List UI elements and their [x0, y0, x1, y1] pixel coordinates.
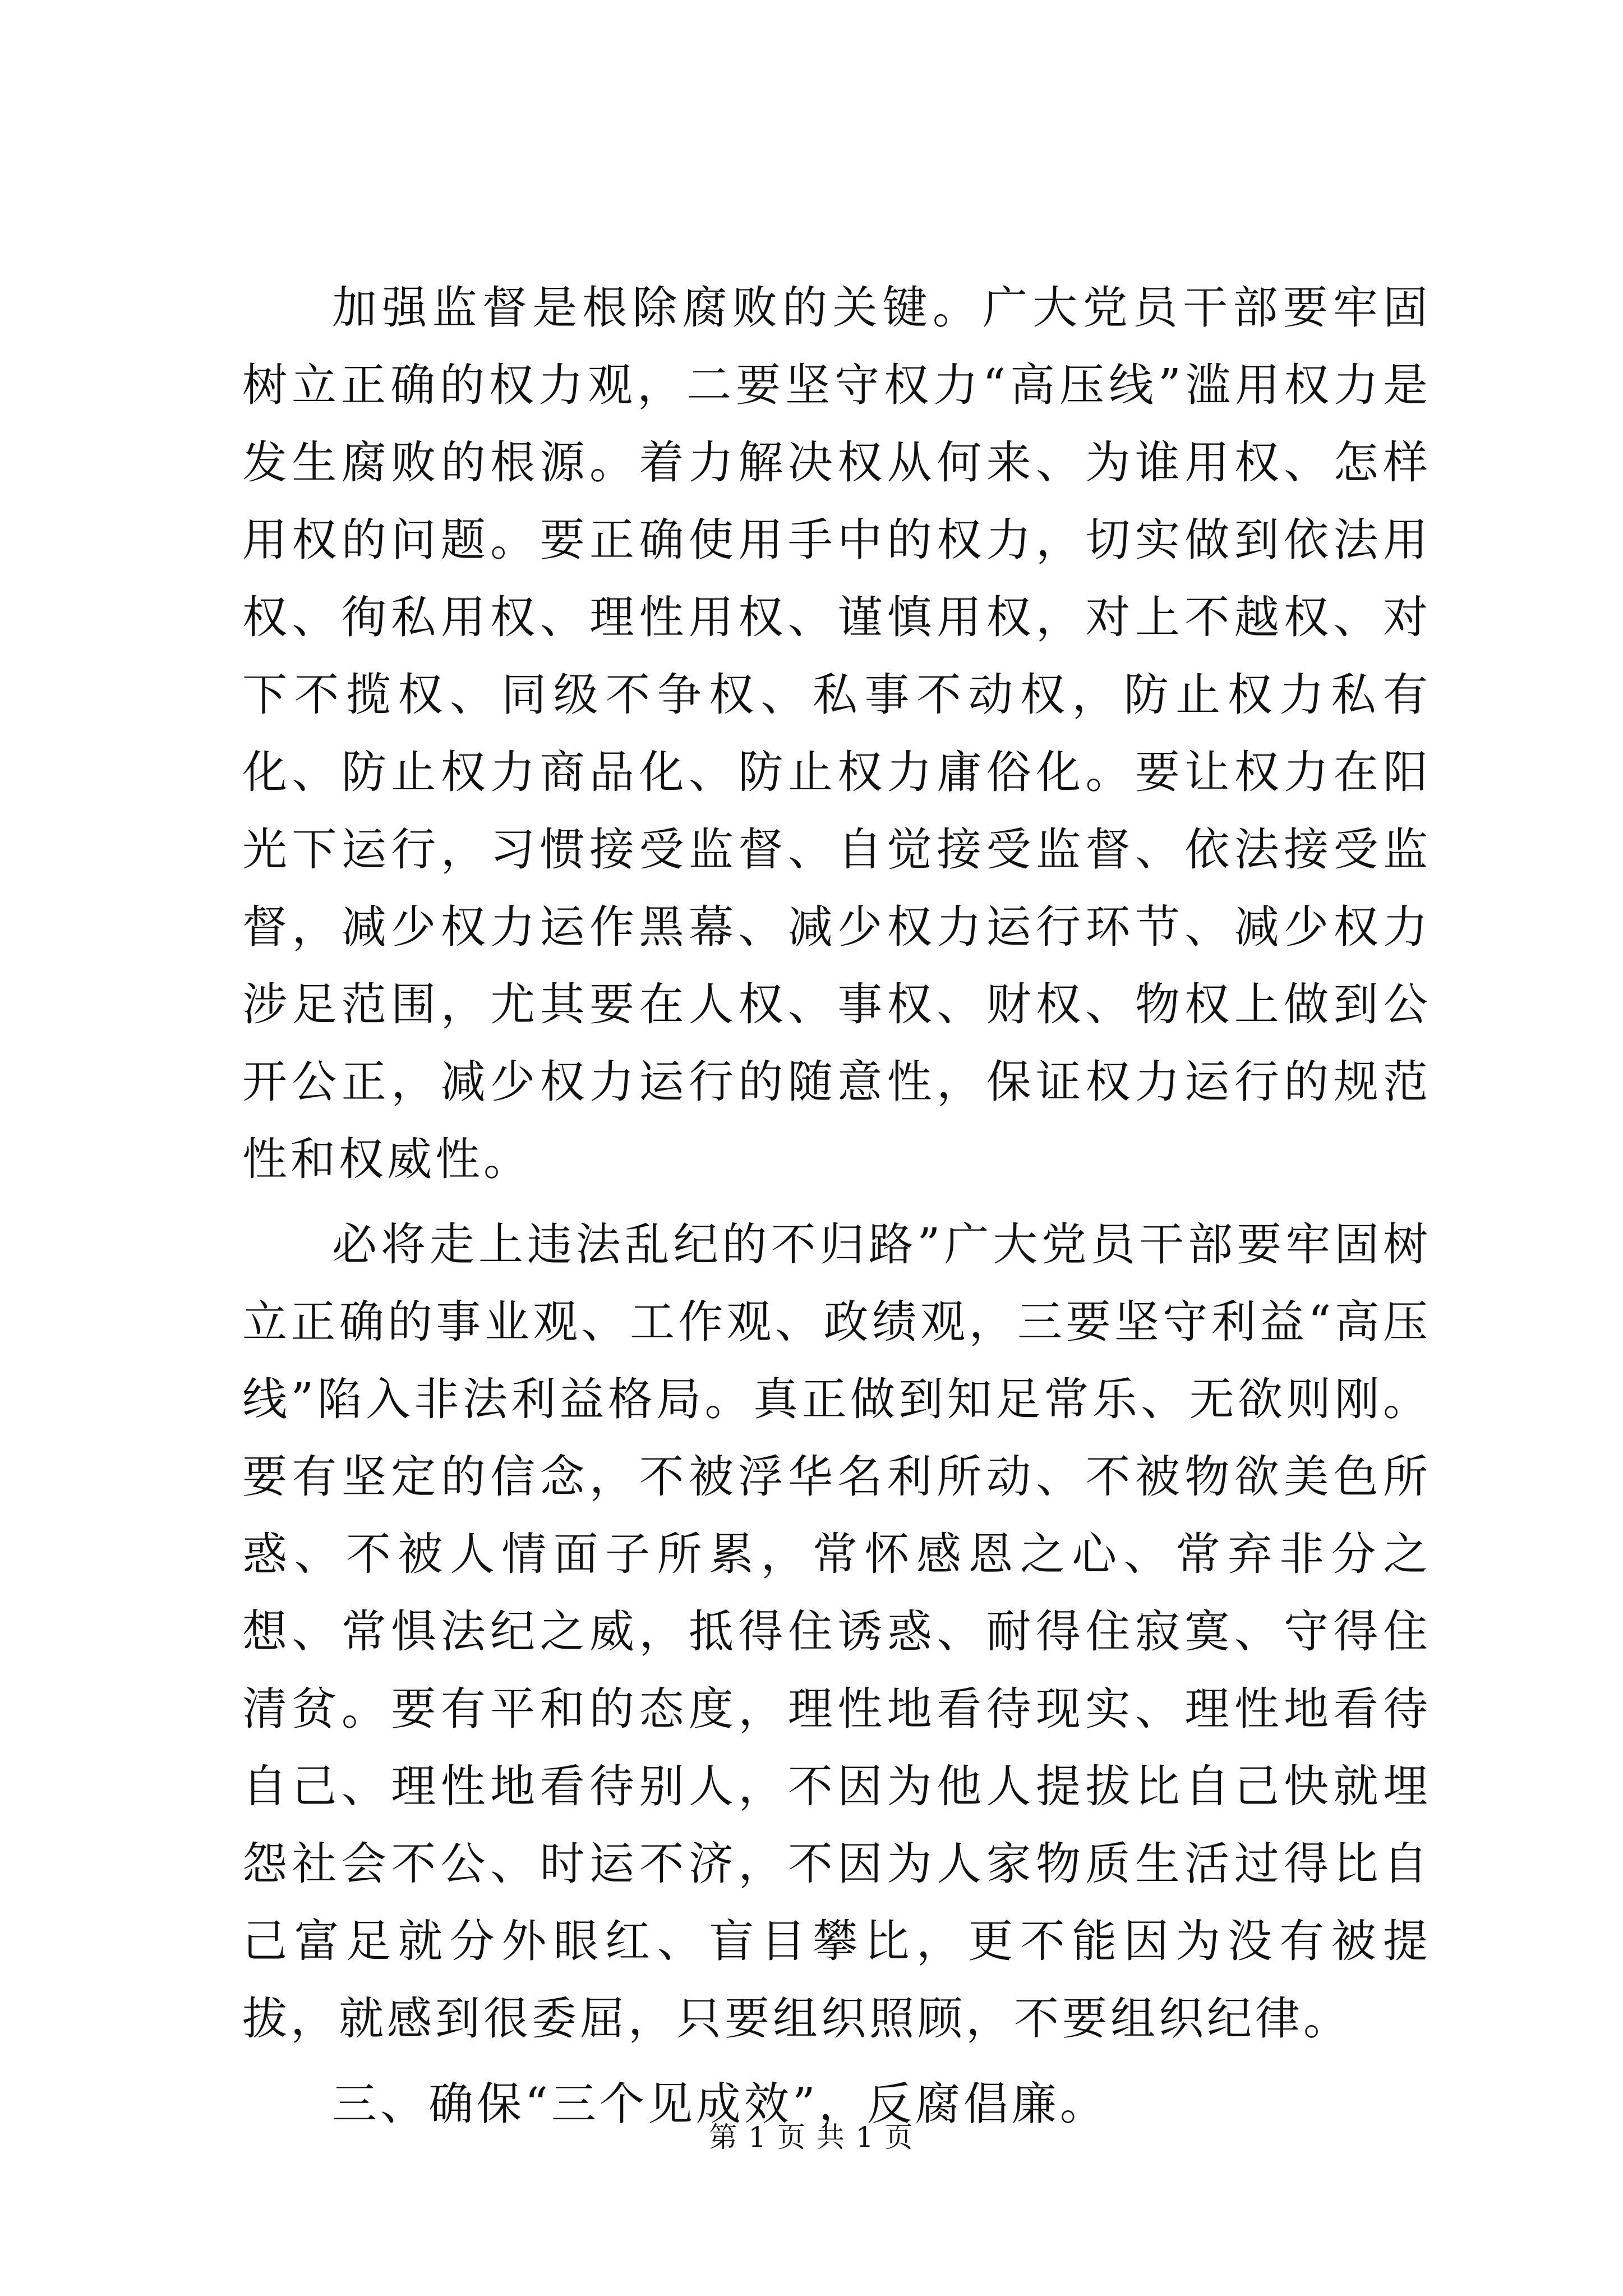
paragraph-interests: 必将走上违法乱纪的不归路”广大党员干部要牢固树立正确的事业观、工作观、政绩观，三要坚守利益“高压线”陷入非法利益格局。真正做到知足常乐、无欲则刚。要有坚定的信念，不被浮华名利所动、不被物欲美色所惑、不被人情面子所累，常怀感恩之心、常弃非分之想、常惧法纪之威，抵得住诱惑、耐得住寂寞、守得住清贫。要有平和的态度，理性地看待现实、理性地看待自己、理性地看待别人，不因为他人提拔比自己快就埋怨社会不公、时运不济，不因为人家物质生活过得比自己富足就分外眼红、盲目攀比，更不能因为没有被提拔，就感到很委屈，只要组织照顾，不要组织纪律。: [242, 1218, 1431, 2045]
document-body: [242, 269, 1431, 2143]
page-number: 第 1 页 共 1 页: [709, 2121, 914, 2154]
section-heading-three: 三、确保“三个见成效”，反腐倡廉。: [332, 2078, 1108, 2130]
paragraph-supervision: 加强监督是根除腐败的关键。广大党员干部要牢固树立正确的权力观，二要坚守权力“高压线”滥用权力是发生腐败的根源。着力解决权从何来、为谁用权、怎样用权的问题。要正确使用手中的权力，切实做到依法用权、徇私用权、理性用权、谨慎用权，对上不越权、对下不揽权、同级不争权、私事不动权，防止权力私有化、防止权力商品化、防止权力庸俗化。要让权力在阳光下运行，习惯接受监督、自觉接受监督、依法接受监督，减少权力运作黑幕、减少权力运行环节、减少权力涉足范围，尤其要在人权、事权、财权、物权上做到公开公正，减少权力运行的随意性，保证权力运行的规范性和权威性。: [242, 282, 1431, 1185]
page-footer: [0, 2118, 1623, 2157]
